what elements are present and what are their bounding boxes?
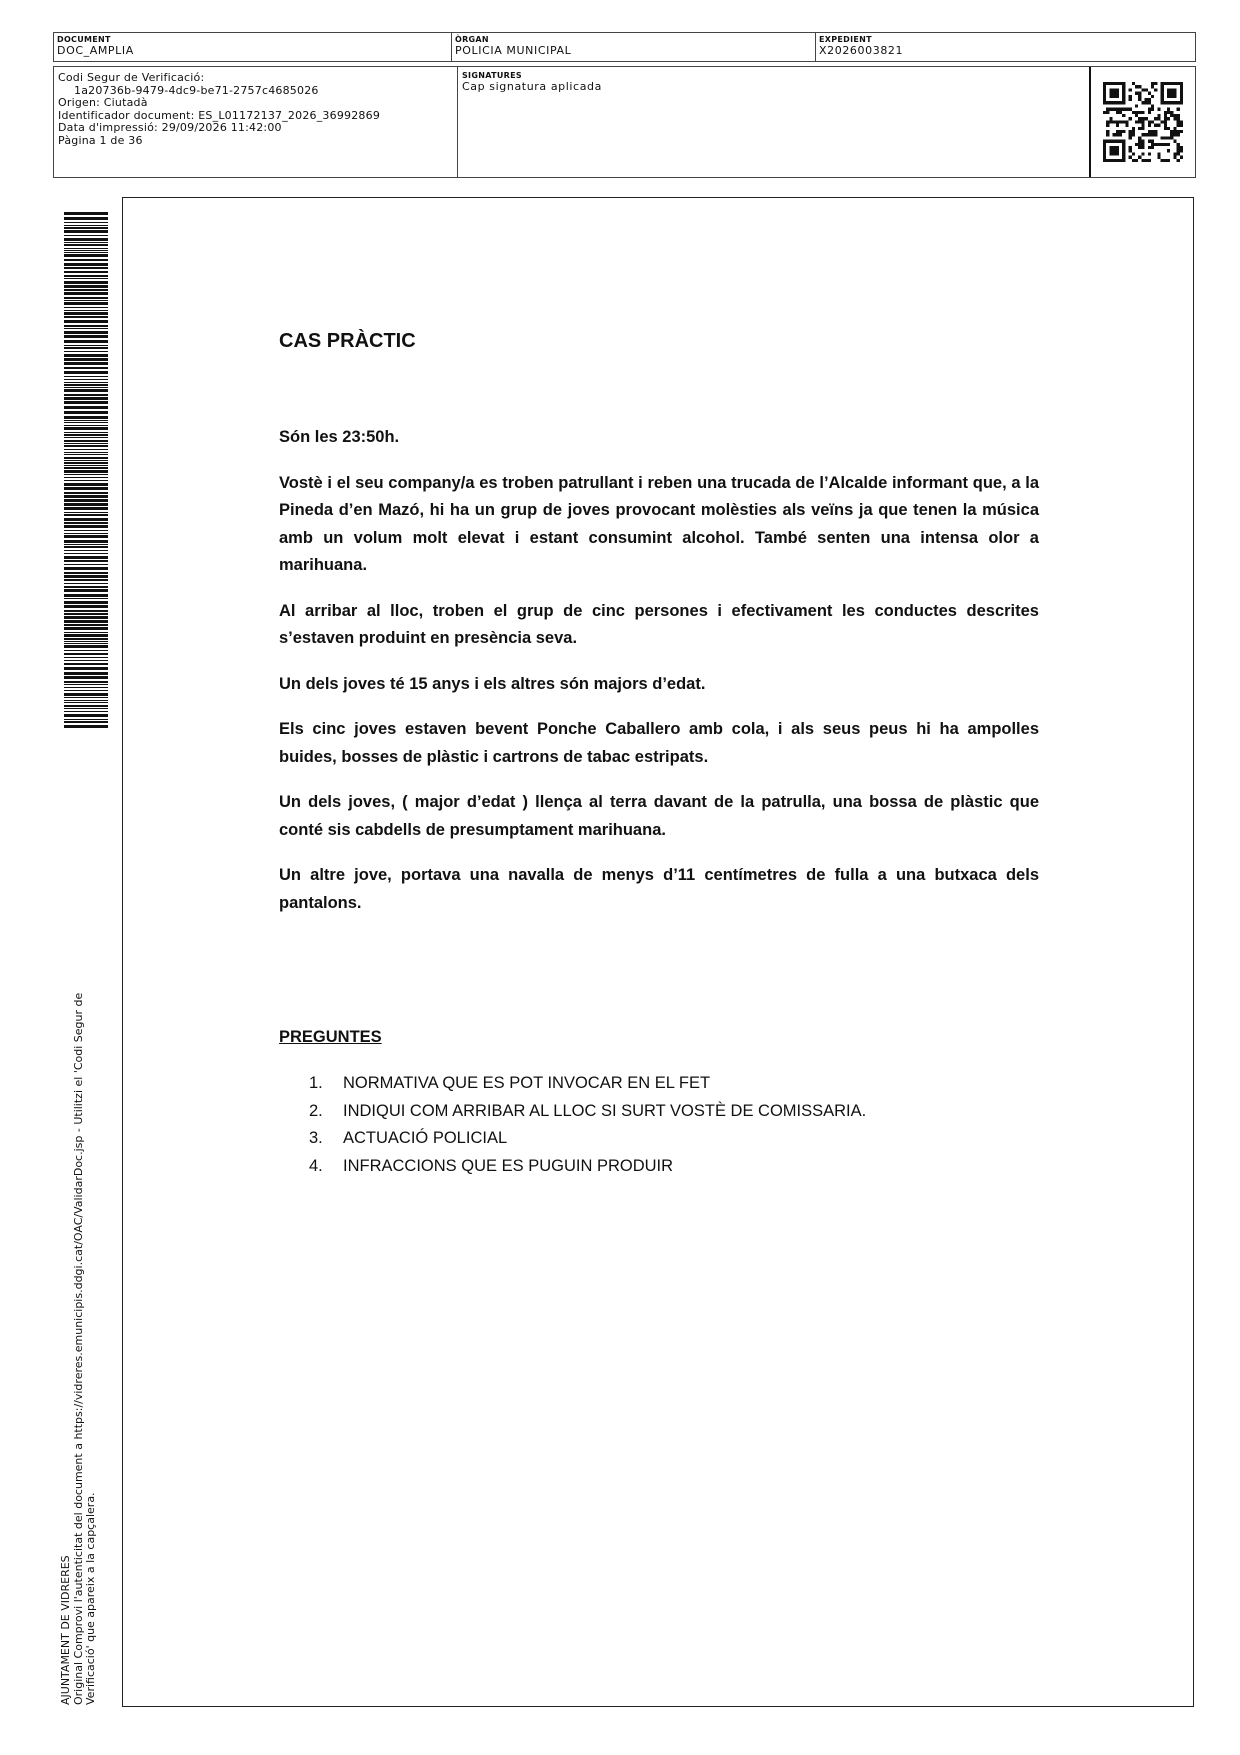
document-label: DOCUMENT bbox=[57, 35, 111, 44]
list-item bbox=[309, 1125, 866, 1153]
case-paragraph: Un dels joves té 15 anys i els altres són majors d’edat. bbox=[279, 674, 706, 693]
signatures-value: Cap signatura aplicada bbox=[462, 80, 602, 93]
question-number: 4. bbox=[309, 1156, 323, 1175]
side-validation-note bbox=[60, 993, 98, 1705]
case-paragraph: Vostè i el seu company/a es troben patrullant i reben una trucada de l’Alcalde informant que, a la Pineda d’en Mazó, hi ha un grup de joves provocant molèsties als veïns ja que tenen la música amb un volum molt elevat i estant consumint alcohol. També senten una intensa olor a marihuana. bbox=[279, 473, 1039, 574]
organ-value: POLICIA MUNICIPAL bbox=[455, 44, 572, 57]
header-info-row bbox=[53, 32, 1196, 62]
print-date: Data d'impressió: 29/09/2026 11:42:00 bbox=[58, 121, 282, 134]
qr-code-box bbox=[1089, 67, 1195, 177]
csv-label: Codi Segur de Verificació: bbox=[58, 71, 205, 84]
questions-title: PREGUNTES bbox=[279, 1028, 382, 1046]
list-item bbox=[309, 1098, 866, 1126]
question-number: 3. bbox=[309, 1129, 323, 1147]
question-text: ACTUACIÓ POLICIAL bbox=[343, 1129, 508, 1147]
origin-text: Origen: Ciutadà bbox=[58, 96, 148, 109]
question-text: INFRACCIONS QUE ES PUGUIN PRODUIR bbox=[343, 1156, 674, 1175]
csv-value[interactable]: 1a20736b-9479-4dc9-be71-2757c4685026 bbox=[74, 83, 319, 97]
qr-code-icon bbox=[1103, 82, 1183, 162]
verification-header bbox=[53, 66, 1196, 178]
questions-list bbox=[309, 1070, 866, 1180]
case-title: CAS PRÀCTIC bbox=[279, 330, 416, 352]
document-identifier: Identificador document: ES_L01172137_2026_36992869 bbox=[58, 108, 381, 122]
list-item bbox=[309, 1153, 866, 1181]
case-paragraph: Un altre jove, portava una navalla de menys d’11 centímetres de fulla a una butxaca dels pantalons. bbox=[279, 866, 1039, 912]
verification-block bbox=[54, 67, 458, 177]
page-number: Pàgina 1 de 36 bbox=[58, 133, 143, 147]
case-paragraph: Un dels joves, ( major d’edat ) llença al terra davant de la patrulla, una bossa de plàstic que conté sis cabdells de presumptament marihuana. bbox=[279, 793, 1039, 839]
signatures-block bbox=[458, 67, 1089, 177]
side-note-line3: Verificació' que apareix a la capçalera. bbox=[84, 1492, 97, 1705]
case-paragraph: Són les 23:50h. bbox=[279, 428, 400, 446]
list-item bbox=[309, 1070, 866, 1098]
question-number: 1. bbox=[309, 1074, 323, 1092]
expedient-label: EXPEDIENT bbox=[819, 35, 872, 44]
side-note-line1: AJUNTAMENT DE VIDRERES bbox=[59, 1555, 72, 1705]
question-number: 2. bbox=[309, 1101, 323, 1120]
case-paragraph: Els cinc joves estaven bevent Ponche Caballero amb cola, i als seus peus hi ha ampolles buides, bosses de plàstic i cartrons de tabac estripats. bbox=[279, 720, 1039, 766]
organ-label: ÒRGAN bbox=[455, 35, 489, 44]
case-paragraphs bbox=[279, 424, 1039, 935]
barcode-icon bbox=[64, 212, 108, 730]
side-note-line2: Original Comprovi l'autenticitat del document a https://vidreres.emunicipis.ddgi.cat/OAC/ValidarDoc.jsp - Utilitzi el 'Codi Segur de bbox=[71, 992, 85, 1705]
document-content bbox=[122, 197, 1194, 1707]
document-cell bbox=[54, 33, 452, 61]
organ-cell bbox=[452, 33, 816, 61]
document-value: DOC_AMPLIA bbox=[57, 44, 134, 57]
question-text: NORMATIVA QUE ES POT INVOCAR EN EL FET bbox=[343, 1074, 711, 1092]
case-paragraph: Al arribar al lloc, troben el grup de cinc persones i efectivament les conductes descrites s’estaven produint en presència seva. bbox=[279, 601, 1039, 647]
question-text: INDIQUI COM ARRIBAR AL LLOC SI SURT VOSTÈ DE COMISSARIA. bbox=[343, 1101, 867, 1120]
signatures-label: SIGNATURES bbox=[462, 71, 522, 80]
expedient-cell bbox=[816, 33, 1195, 61]
expedient-value: X2026003821 bbox=[819, 44, 904, 57]
